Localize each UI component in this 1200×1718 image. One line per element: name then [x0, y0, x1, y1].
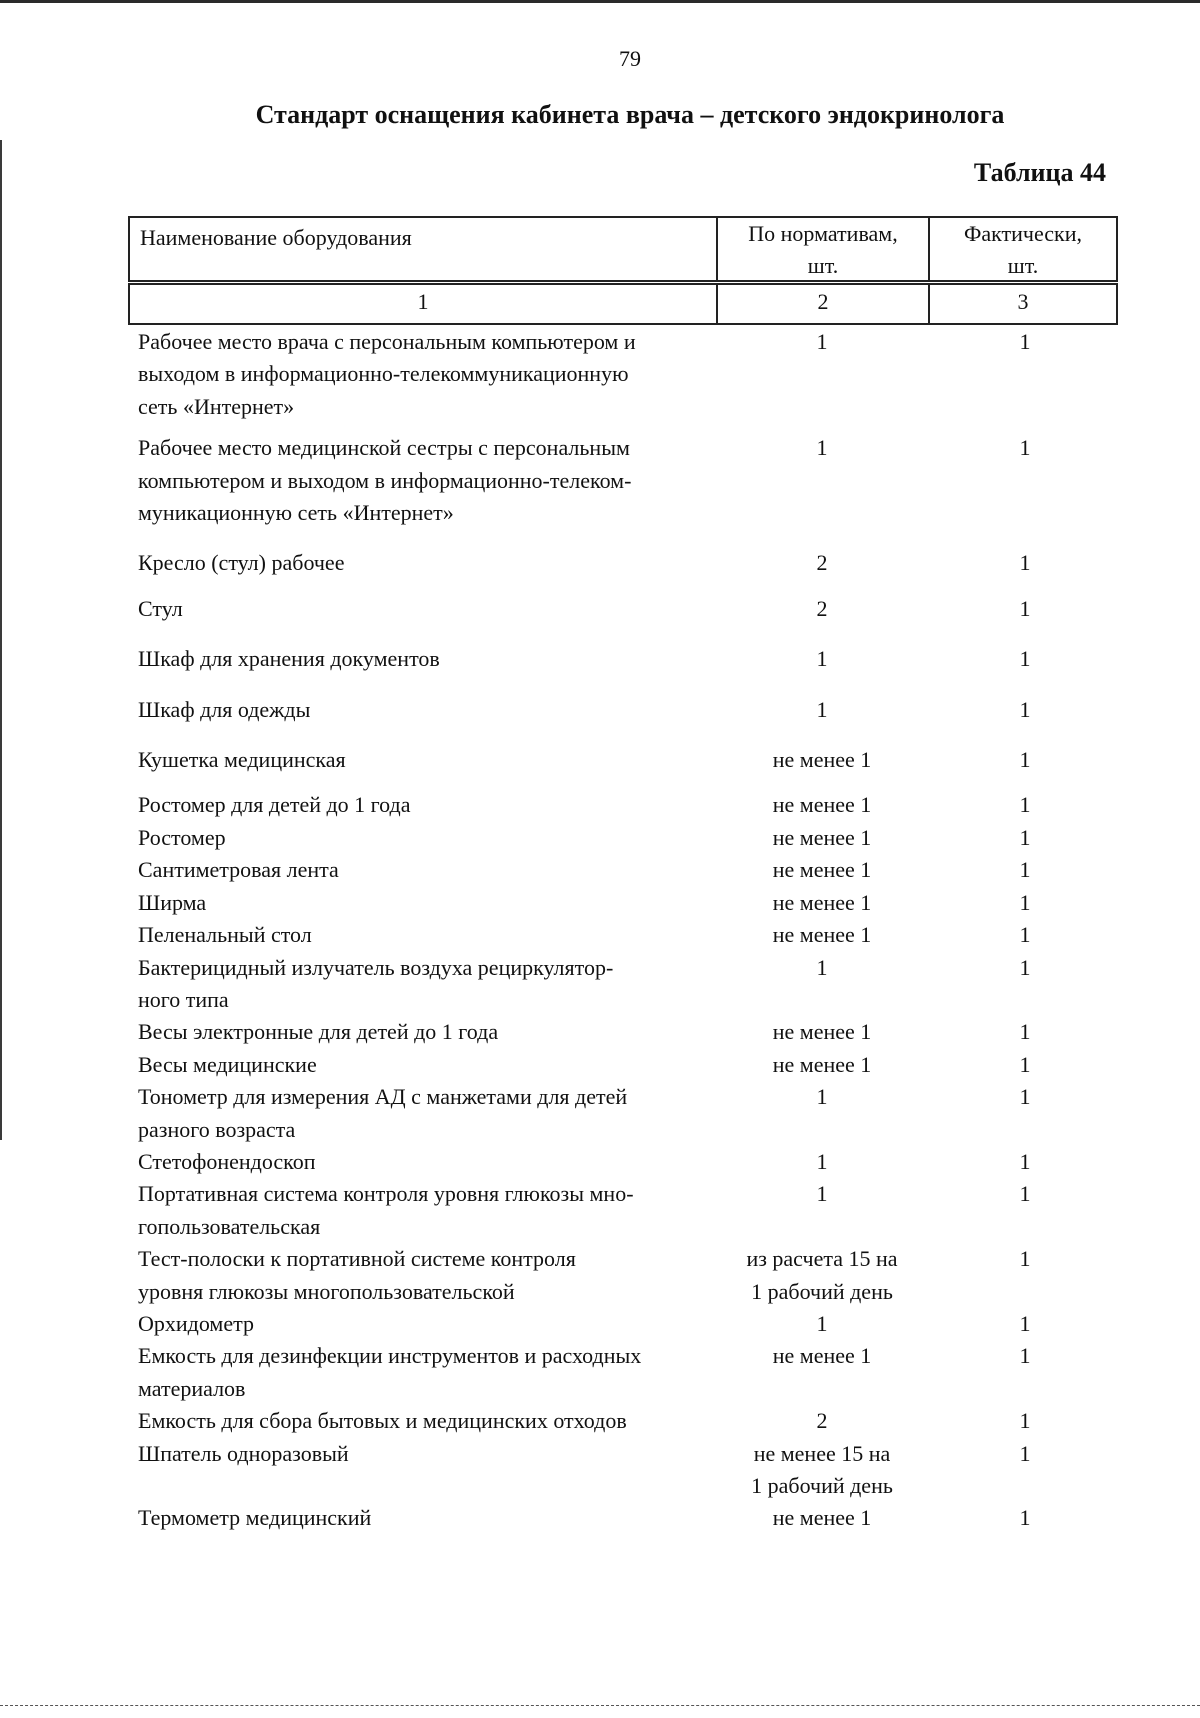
- table-row: [128, 952, 1118, 1017]
- norm-line: 1 рабочий день: [751, 1473, 893, 1498]
- table-row: [128, 789, 1118, 821]
- equipment-name: Весы медицинские: [138, 1051, 317, 1077]
- equipment-name: Ширма: [138, 889, 207, 915]
- equipment-name: Ростомер: [138, 824, 226, 850]
- equipment-name: Ростомер для детей до 1 года: [138, 792, 411, 818]
- table-header: [128, 216, 1118, 282]
- name-line: Тонометр для измерения АД с манжетами для детей: [138, 1084, 628, 1110]
- norm-quantity: 2: [816, 1408, 828, 1434]
- page-number: 79: [619, 46, 641, 71]
- table-row: [128, 887, 1118, 919]
- table-row: [128, 854, 1118, 886]
- norm-quantity: [716, 1438, 928, 1503]
- actual-quantity: 1: [1019, 1084, 1031, 1110]
- equipment-name: Шпатель одноразовый: [138, 1440, 349, 1466]
- column-number-1: 1: [130, 285, 718, 323]
- norm-quantity: 1: [816, 1181, 828, 1207]
- scan-edge-bottom: [0, 1705, 1200, 1707]
- actual-quantity: 1: [1019, 954, 1031, 980]
- name-line: Тест-полоски к портативной системе контроля: [138, 1246, 576, 1272]
- norm-line: из расчета 15 на: [746, 1246, 898, 1272]
- equipment-name: Стул: [138, 595, 183, 621]
- table-row: [128, 547, 1118, 579]
- actual-quantity: 1: [1019, 922, 1031, 948]
- actual-quantity: 1: [1019, 435, 1031, 461]
- table-row: [128, 1502, 1118, 1534]
- equipment-name: Кресло (стул) рабочее: [138, 550, 345, 576]
- equipment-name: [128, 1340, 716, 1405]
- table-row: [128, 919, 1118, 951]
- table-row: [128, 1308, 1118, 1340]
- name-line: материалов: [138, 1375, 246, 1401]
- equipment-name: [128, 1178, 716, 1243]
- table-row: [128, 1243, 1118, 1308]
- norm-quantity: не менее 1: [772, 889, 872, 915]
- header-norm: [718, 218, 930, 280]
- equipment-name: Шкаф для одежды: [138, 696, 311, 722]
- name-line: разного возраста: [138, 1116, 296, 1142]
- equipment-name: Весы электронные для детей до 1 года: [138, 1019, 499, 1045]
- actual-quantity: 1: [1019, 696, 1031, 722]
- equipment-name: [128, 432, 716, 529]
- table-row: [128, 1340, 1118, 1405]
- norm-quantity: 1: [816, 1310, 828, 1336]
- header-actual-line2: шт.: [1007, 253, 1039, 278]
- name-line: Бактерицидный излучатель воздуха рециркулятор-: [138, 954, 614, 980]
- equipment-name: [128, 326, 716, 423]
- norm-line: 1 рабочий день: [751, 1278, 893, 1304]
- table-row: [128, 822, 1118, 854]
- norm-quantity: 2: [816, 595, 828, 621]
- norm-line: не менее 15 на: [753, 1440, 891, 1466]
- actual-quantity: 1: [1019, 1246, 1031, 1272]
- table-row: [128, 1016, 1118, 1048]
- actual-quantity: 1: [1019, 1148, 1031, 1174]
- equipment-name: [128, 1243, 716, 1308]
- table-label: Таблица 44: [973, 158, 1106, 187]
- norm-quantity: 1: [816, 435, 828, 461]
- actual-quantity: 1: [1019, 747, 1031, 773]
- equipment-name: Сантиметровая лента: [138, 857, 339, 883]
- name-line: Портативная система контроля уровня глюкозы мно-: [138, 1181, 634, 1207]
- actual-quantity: 1: [1019, 1019, 1031, 1045]
- equipment-name: Шкаф для хранения документов: [138, 646, 440, 672]
- table-row: [128, 1146, 1118, 1178]
- equipment-table-body: [128, 326, 1118, 1535]
- table-row: [128, 643, 1118, 675]
- table-row: [128, 326, 1118, 423]
- norm-quantity: не менее 1: [772, 824, 872, 850]
- norm-quantity: не менее 1: [772, 857, 872, 883]
- table-row: [128, 1081, 1118, 1146]
- norm-quantity: не менее 1: [772, 792, 872, 818]
- name-line: Емкость для дезинфекции инструментов и расходных: [138, 1343, 642, 1369]
- actual-quantity: 1: [1019, 792, 1031, 818]
- name-line: муникационную сеть «Интернет»: [138, 500, 454, 526]
- document-title: Стандарт оснащения кабинета врача – детского эндокринолога: [255, 100, 1005, 129]
- header-actual-line1: Фактически,: [963, 221, 1083, 246]
- actual-quantity: 1: [1019, 595, 1031, 621]
- scan-edge-top: [0, 0, 1200, 3]
- table-row: [128, 744, 1118, 776]
- name-line: компьютером и выходом в информационно-телеком-: [138, 467, 632, 493]
- column-number-3: 3: [1017, 289, 1029, 314]
- column-number-2: 2: [718, 285, 930, 323]
- norm-quantity: не менее 1: [772, 1051, 872, 1077]
- table-row: [128, 1178, 1118, 1243]
- name-line: гопользовательская: [138, 1213, 321, 1239]
- actual-quantity: 1: [1019, 1408, 1031, 1434]
- actual-quantity: 1: [1019, 1440, 1031, 1466]
- equipment-name: Кушетка медицинская: [138, 747, 346, 773]
- norm-quantity: 1: [816, 1084, 828, 1110]
- actual-quantity: 1: [1019, 329, 1031, 354]
- actual-quantity: 1: [1019, 1181, 1031, 1207]
- name-line: Рабочее место врача с персональным компьютером и: [138, 329, 636, 354]
- name-line: уровня глюкозы многопользовательской: [138, 1278, 515, 1304]
- norm-quantity: 1: [816, 1148, 828, 1174]
- actual-quantity: 1: [1019, 550, 1031, 576]
- equipment-name: [128, 1081, 716, 1146]
- table-row: [128, 432, 1118, 529]
- header-name: Наименование оборудования: [130, 218, 718, 280]
- table-row: [128, 1049, 1118, 1081]
- actual-quantity: 1: [1019, 1310, 1031, 1336]
- actual-quantity: 1: [1019, 646, 1031, 672]
- norm-quantity: 1: [816, 954, 828, 980]
- norm-quantity: 2: [816, 550, 828, 576]
- actual-quantity: 1: [1019, 1505, 1031, 1531]
- norm-quantity: 1: [816, 646, 828, 672]
- table-row: [128, 1405, 1118, 1437]
- equipment-name: Стетофонендоскоп: [138, 1148, 316, 1174]
- table-row: [128, 593, 1118, 625]
- name-line: выходом в информационно-телекоммуникационную: [138, 361, 629, 387]
- header-actual: [930, 218, 1116, 280]
- equipment-name: Термометр медицинский: [138, 1505, 372, 1531]
- norm-quantity: 1: [816, 329, 828, 354]
- column-number-row: [128, 283, 1118, 325]
- name-line: сеть «Интернет»: [138, 393, 295, 419]
- norm-quantity: не менее 1: [772, 1019, 872, 1045]
- equipment-name: Емкость для сбора бытовых и медицинских отходов: [138, 1408, 627, 1434]
- name-line: Рабочее место медицинской сестры с персональным: [138, 435, 630, 461]
- norm-quantity: не менее 1: [772, 1505, 872, 1531]
- actual-quantity: 1: [1019, 1343, 1031, 1369]
- header-norm-line1: По нормативам,: [748, 221, 898, 246]
- norm-quantity: не менее 1: [772, 747, 872, 773]
- equipment-name: Пеленальный стол: [138, 922, 312, 948]
- header-norm-line2: шт.: [807, 253, 839, 278]
- equipment-name: [128, 952, 716, 1017]
- norm-quantity: [716, 1243, 928, 1308]
- actual-quantity: 1: [1019, 1051, 1031, 1077]
- table-row: [128, 694, 1118, 726]
- name-line: ного типа: [138, 986, 229, 1012]
- norm-quantity: не менее 1: [772, 1343, 872, 1369]
- actual-quantity: 1: [1019, 824, 1031, 850]
- equipment-name: Орхидометр: [138, 1310, 255, 1336]
- actual-quantity: 1: [1019, 857, 1031, 883]
- table-row: [128, 1438, 1118, 1503]
- scan-edge-left: [0, 140, 2, 1140]
- norm-quantity: не менее 1: [772, 922, 872, 948]
- actual-quantity: 1: [1019, 889, 1031, 915]
- norm-quantity: 1: [816, 696, 828, 722]
